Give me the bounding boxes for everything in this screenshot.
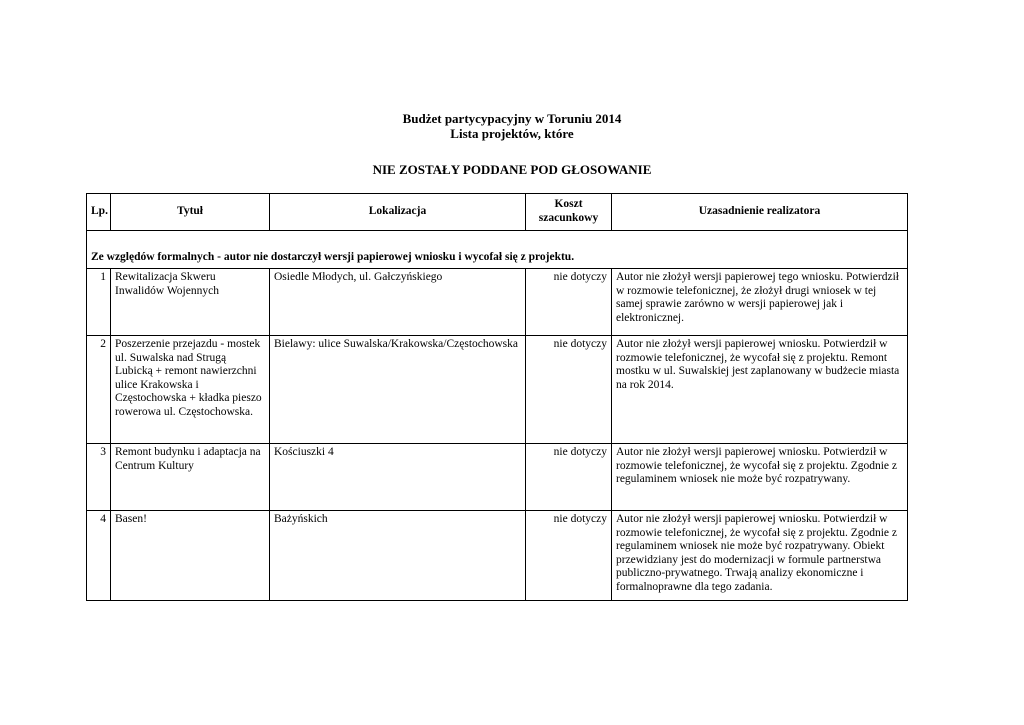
cell-lp: 2 bbox=[87, 336, 111, 444]
table-row bbox=[87, 511, 908, 601]
header-lp: Lp. bbox=[87, 194, 111, 231]
table-row bbox=[87, 336, 908, 444]
cell-tytul: Rewitalizacja Skweru Inwalidów Wojennych bbox=[111, 269, 270, 336]
cell-tytul: Basen! bbox=[111, 511, 270, 601]
table-row bbox=[87, 269, 908, 336]
cell-koszt: nie dotyczy bbox=[526, 269, 612, 336]
cell-uzasadnienie: Autor nie złożył wersji papierowej tego wniosku. Potwierdził w rozmowie telefonicznej, że złożył drugi wniosek w tej samej sprawie zarówno w wersji papierowej jak i elektronicznej. bbox=[612, 269, 908, 336]
cell-lokalizacja: Kościuszki 4 bbox=[270, 444, 526, 511]
header-koszt bbox=[526, 194, 612, 231]
cell-uzasadnienie: Autor nie złożył wersji papierowej wniosku. Potwierdził w rozmowie telefonicznej, że wycofał się z projektu. Zgodnie z regulaminem wniosek nie może być rozpatrywany. bbox=[612, 444, 908, 511]
cell-lp: 3 bbox=[87, 444, 111, 511]
projects-table bbox=[86, 193, 908, 601]
cell-lokalizacja: Bażyńskich bbox=[270, 511, 526, 601]
header-koszt-line1: Koszt bbox=[554, 198, 583, 211]
cell-lp: 1 bbox=[87, 269, 111, 336]
cell-lp: 4 bbox=[87, 511, 111, 601]
cell-uzasadnienie: Autor nie złożył wersji papierowej wniosku. Potwierdził w rozmowie telefonicznej, że wycofał się z projektu. Remont mostku w ul. Suwalskiej jest zaplanowany w budżecie miasta na rok 2014. bbox=[612, 336, 908, 444]
header-uzasadnienie: Uzasadnienie realizatora bbox=[612, 194, 908, 231]
cell-uzasadnienie: Autor nie złożył wersji papierowej wniosku. Potwierdził w rozmowie telefonicznej, że wycofał się z projektu. Zgodnie z regulaminem wniosek nie może być rozpatrywany. Obiekt przewidziany jest do modernizacji w formule partnerstwa publiczno-prywatnego. Trwają analizy ekonomiczne i formalnoprawne dla tego zadania. bbox=[612, 511, 908, 601]
document-title: Budżet partycypacyjny w Toruniu 2014 bbox=[402, 111, 622, 126]
cell-lokalizacja: Osiedle Młodych, ul. Gałczyńskiego bbox=[270, 269, 526, 336]
table-row bbox=[87, 444, 908, 511]
section-label: Ze względów formalnych - autor nie dostarczył wersji papierowej wniosku i wycofał się z projektu. bbox=[87, 231, 908, 269]
header-koszt-line2: szacunkowy bbox=[538, 212, 599, 224]
cell-tytul: Remont budynku i adaptacja na Centrum Kultury bbox=[111, 444, 270, 511]
cell-lokalizacja: Bielawy: ulice Suwalska/Krakowska/Częstochowska bbox=[270, 336, 526, 444]
cell-koszt: nie dotyczy bbox=[526, 511, 612, 601]
header-tytul: Tytuł bbox=[111, 194, 270, 231]
table-header-row bbox=[87, 194, 908, 231]
document-subtitle: Lista projektów, które bbox=[450, 126, 574, 141]
section-row bbox=[87, 231, 908, 269]
cell-koszt: nie dotyczy bbox=[526, 444, 612, 511]
cell-koszt: nie dotyczy bbox=[526, 336, 612, 444]
document-section-heading: NIE ZOSTAŁY PODDANE POD GŁOSOWANIE bbox=[372, 162, 652, 177]
header-lokalizacja: Lokalizacja bbox=[270, 194, 526, 231]
cell-tytul: Poszerzenie przejazdu - mostek ul. Suwalska nad Strugą Lubicką + remont nawierzchni ulice Krakowska i Częstochowska + kładka pieszo rowerowa ul. Częstochowska. bbox=[111, 336, 270, 444]
